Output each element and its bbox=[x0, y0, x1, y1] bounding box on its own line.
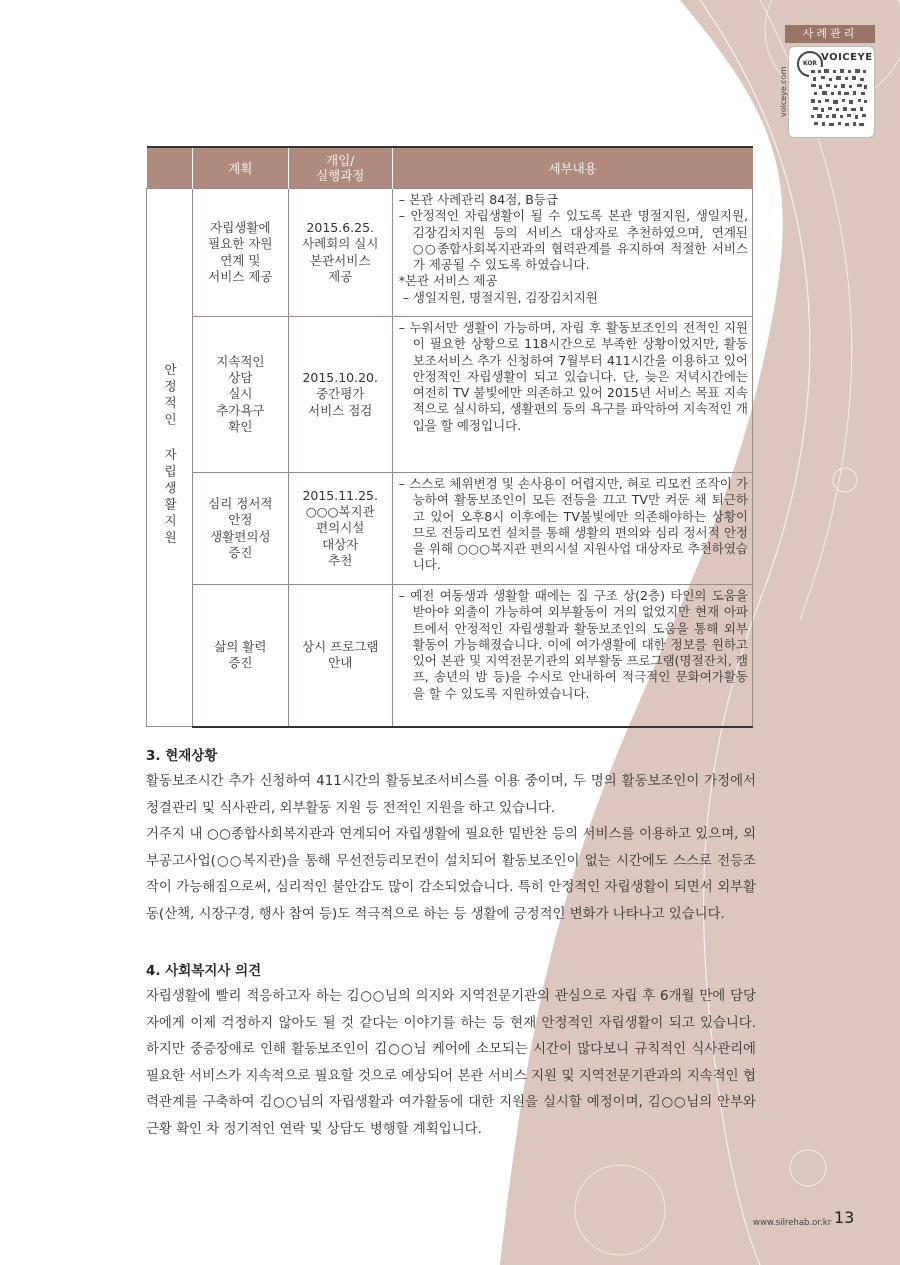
plan-line: 삶의 활력 bbox=[214, 639, 267, 654]
plan-cell bbox=[192, 585, 288, 727]
section-title: 4. 사회복지사 의견 bbox=[146, 963, 262, 979]
process-line: 2015.11.25. bbox=[302, 487, 378, 503]
detail-item: – 본관 사례관리 84점, B등급 bbox=[398, 192, 558, 207]
plan-line: 확인 bbox=[228, 418, 253, 434]
process-line: 편의시설 bbox=[316, 520, 365, 536]
process-line: 본관서비스 bbox=[310, 252, 371, 268]
process-line: 상시 프로그램 bbox=[302, 639, 379, 654]
plan-cell bbox=[192, 473, 288, 585]
section-title: 3. 현재상황 bbox=[146, 748, 218, 764]
plan-cell bbox=[192, 189, 288, 317]
detail-item: – 생일지원, 명절지원, 김장김치지원 bbox=[402, 289, 598, 305]
table-row bbox=[147, 473, 753, 585]
plan-line: 연계 및 bbox=[220, 252, 261, 268]
process-cell bbox=[288, 317, 392, 473]
process-line: 서비스 점검 bbox=[308, 402, 373, 418]
detail-cell bbox=[392, 189, 752, 317]
area-label: 안정적인 자립생활지원 bbox=[162, 363, 178, 548]
plan-line: 자립생활에 bbox=[210, 220, 271, 235]
section-paragraph: 자립생활에 빨리 적응하고자 하는 김○○님의 의지와 지역전문기관의 관심으로 자립 후 6개월 만에 담당자에게 이제 걱정하지 않아도 될 것 같다는 이야기를 하는 등 현재 안정적인 자립생활이 되고 있습니다. 하지만 중증장애로 인해 활동보조인이 김○○님 케어에 소모되는 시간이 많다보니 규칙적인 식사관리에 필요한 서비스가 지속적으로 필요할 것으로 예상되어 본관 서비스 지원 및 지역전문기관과의 지속적인 협력관계를 구축하여 김○○님의 자립생활과 여가활동에 대한 지원을 실시할 예정이며, 김○○님의 안부와 근황 확인 차 정기적인 연락 및 상담도 병행할 계획입니다. bbox=[146, 989, 756, 1137]
process-line: 2015.6.25. bbox=[306, 220, 375, 235]
plan-line: 증진 bbox=[228, 655, 253, 671]
process-line: 2015.10.20. bbox=[302, 370, 378, 386]
detail-item: – 누워서만 생활이 가능하며, 자립 후 활동보조인의 전적인 지원이 필요한 상황으로 118시간으로 부족한 상황이었지만, 활동보조서비스 추가 신청하여 7월부터 411시간을 이용하고 있어 안정적인 자립생활이 되고 있습니다. 단, 늦은 저녁시간에는 여전히 TV 불빛에만 의존하고 있어 2015년 서비스 목표 지속적으로 실시하되, 생활편의 등의 욕구를 파악하여 지속적인 개입을 할 예정입니다. bbox=[398, 320, 748, 433]
process-line: ○○○복지관 bbox=[305, 504, 375, 520]
plan-line: 생활편의성 bbox=[210, 528, 271, 544]
section-paragraph: 거주지 내 ○○종합사회복지관과 연계되어 자립생활에 필요한 밑반찬 등의 서비스를 이용하고 있으며, 외부공고사업(○○복지관)을 통해 무선전등리모컨이 설치되어 활동보조인이 없는 시간에도 스스로 전등조작이 가능해짐으로써, 심리적인 불안감도 많이 감소되었습니다. 특히 안정적인 자립생활이 되면서 외부활동(산책, 시장구경, 행사 참여 등)도 적극적으로 하는 등 생활에 긍정적인 변화가 나타나고 있습니다. bbox=[146, 827, 756, 922]
header-detail: 세부내용 bbox=[392, 147, 752, 189]
detail-item: – 안정적인 자립생활이 될 수 있도록 본관 명절지원, 생일지원, 김장김치지원 등의 서비스 대상자로 추천하였으며, 연계된 ○○종합사회복지관과의 협력관계를 유지하여 적절한 서비스가 제공될 수 있도록 하였습니다. bbox=[398, 208, 748, 272]
footer-url[interactable]: www.silrehab.or.kr bbox=[753, 1218, 832, 1228]
current-status-section bbox=[146, 743, 756, 929]
plan-line: 서비스 제공 bbox=[208, 268, 273, 284]
plan-line: 심리 정서적 bbox=[208, 496, 273, 511]
detail-cell bbox=[392, 317, 752, 473]
header-plan: 계획 bbox=[192, 147, 288, 189]
plan-line: 증진 bbox=[228, 544, 253, 560]
process-line: 대상자 bbox=[322, 536, 359, 552]
plan-cell bbox=[192, 317, 288, 473]
plan-line: 상담 bbox=[228, 370, 253, 386]
process-line: 중간평가 bbox=[316, 386, 365, 402]
voiceye-code[interactable] bbox=[779, 46, 875, 138]
voiceye-url: voiceye.com bbox=[779, 66, 788, 117]
detail-cell bbox=[392, 473, 752, 585]
table-row bbox=[147, 317, 753, 473]
page-number: 13 bbox=[834, 1208, 855, 1227]
process-cell bbox=[288, 189, 392, 317]
process-line: 추천 bbox=[328, 552, 353, 568]
voiceye-brand: VOICEYE bbox=[821, 52, 873, 63]
process-cell bbox=[288, 473, 392, 585]
plan-line: 안정 bbox=[228, 512, 253, 528]
table-row bbox=[147, 189, 753, 317]
detail-item: – 스스로 체위변경 및 손사용이 어렵지만, 혀로 리모컨 조작이 가능하여 활동보조인이 모든 전등을 끄고 TV만 켜둔 채 퇴근하고 있어 오후8시 이후에는 TV불빛에만 의존해야하는 상황이므로 전등리모컨 설치를 통해 생활의 편의와 심리 정서적 안정을 위해 ○○○복지관 편의시설 지원사업 대상자로 추천하였습니다. bbox=[398, 476, 748, 573]
plan-line: 필요한 자원 bbox=[208, 236, 273, 252]
detail-item: – 예전 여동생과 생활할 때에는 집 구조 상(2층) 타인의 도움을 받아야 외출이 가능하여 외부활동이 거의 없었지만 현재 아파트에서 안정적인 자립생활과 활동보조인의 도움을 통해 외부활동이 가능해졌습니다. 이에 여가생활에 대한 정보를 원하고 있어 본관 및 지역전문기관의 외부활동 프로그램(명절잔치, 캠프, 송년의 밤 등)을 수시로 안내하여 적극적인 문화여가활동을 할 수 있도록 지원하였습니다. bbox=[398, 588, 748, 701]
social-worker-opinion-section bbox=[146, 958, 756, 1144]
header-process: 개입/ 실행과정 bbox=[288, 147, 392, 189]
process-line: 안내 bbox=[328, 655, 353, 671]
plan-table bbox=[146, 146, 753, 728]
qr-pattern-icon bbox=[809, 67, 869, 129]
detail-item: *본관 서비스 제공 bbox=[398, 273, 498, 289]
plan-line: 지속적인 bbox=[216, 353, 265, 369]
plan-line: 추가욕구 bbox=[216, 402, 265, 418]
table-row bbox=[147, 585, 753, 727]
area-cell bbox=[147, 189, 193, 727]
process-line: 사례회의 실시 bbox=[302, 236, 379, 252]
table-header-row bbox=[147, 147, 753, 189]
kor-badge-icon: KOR bbox=[797, 51, 823, 77]
header-area bbox=[147, 147, 193, 189]
section-tag: 사례관리 bbox=[785, 25, 875, 43]
process-cell bbox=[288, 585, 392, 727]
section-paragraph: 활동보조시간 추가 신청하여 411시간의 활동보조서비스를 이용 중이며, 두 명의 활동보조인이 가정에서 청결관리 및 식사관리, 외부활동 지원 등 전적인 지원을 하고 있습니다. bbox=[146, 774, 756, 816]
detail-cell bbox=[392, 585, 752, 727]
plan-line: 실시 bbox=[228, 386, 253, 402]
process-line: 제공 bbox=[328, 268, 353, 284]
